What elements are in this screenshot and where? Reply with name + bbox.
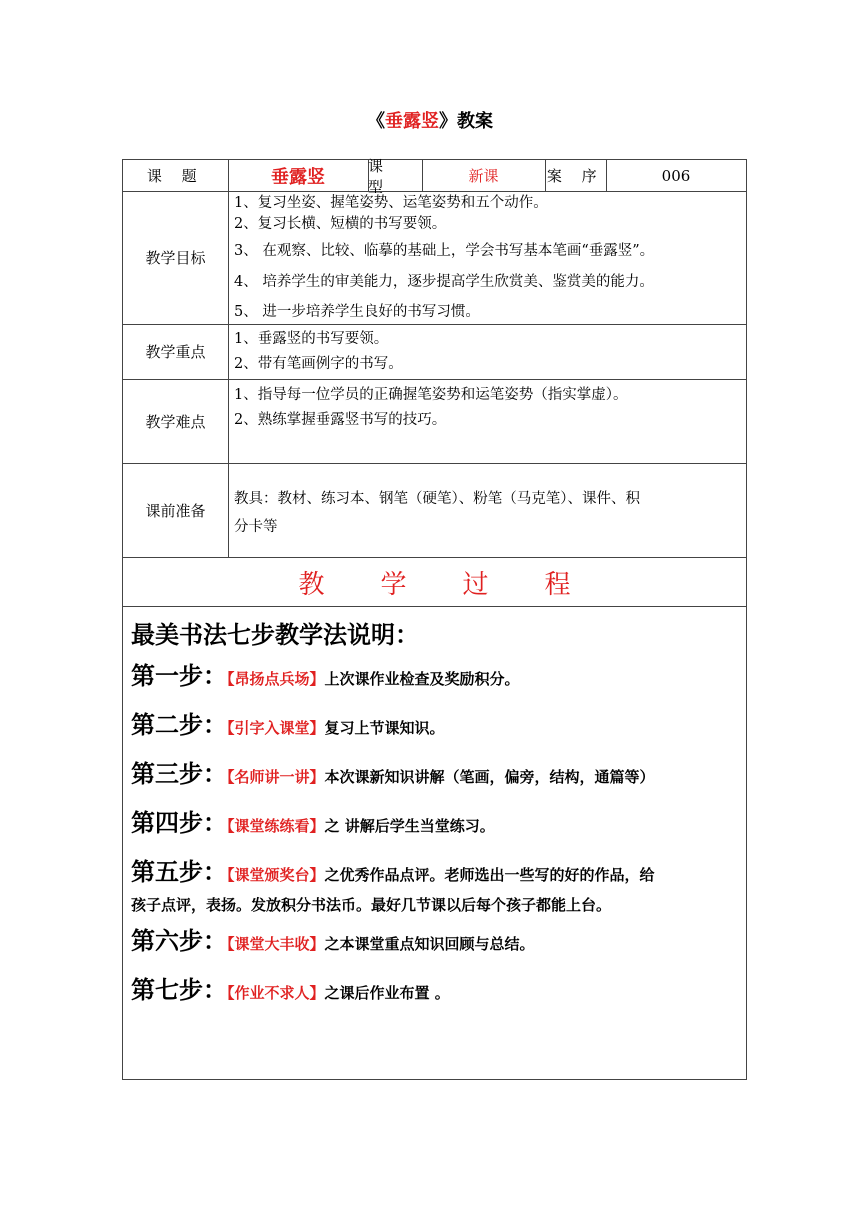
course-label: 课 题 — [146, 167, 205, 185]
key-point-item: 1、垂露竖的书写要领。 — [234, 331, 389, 347]
step-6 — [131, 926, 741, 959]
key-points-list — [234, 327, 403, 377]
step-text: 本次课新知识讲解（笔画，偏旁，结构，通篇等） — [324, 768, 655, 786]
step-text-continued: 孩子点评，表扬。发放积分书法币。最好几节课以后每个孩子都能上台。 — [131, 896, 612, 914]
process-char: 教 — [298, 569, 325, 600]
difficulty-item: 1、指导每一位学员的正确握笔姿势和运笔姿势（指实掌虚）。 — [234, 387, 628, 403]
key-point-item: 2、带有笔画例字的书写。 — [234, 356, 403, 372]
step-tag: 【课堂大丰收】 — [227, 935, 325, 953]
step-number: 第六步： — [131, 927, 227, 955]
step-number: 第五步： — [131, 858, 227, 886]
step-5 — [131, 857, 741, 920]
row-divider — [123, 606, 746, 607]
goal-item: 5、 进一步培养学生良好的书写习惯。 — [234, 304, 480, 320]
step-3 — [131, 759, 741, 792]
method-intro: 最美书法七步教学法说明： — [131, 621, 419, 649]
type-label: 课 型 — [368, 156, 391, 196]
process-char: 学 — [380, 569, 407, 600]
preparation-line: 教具：教材、练习本、钢笔（硬笔）、粉笔（马克笔）、课件、积 — [234, 491, 640, 507]
step-tag: 【课堂颁奖台】 — [227, 866, 325, 884]
process-heading — [123, 558, 746, 606]
seq-label: 案 序 — [546, 167, 605, 185]
goal-item: 1、复习坐姿、握笔姿势、运笔姿势和五个动作。 — [234, 195, 548, 211]
difficulties-label: 教学难点 — [145, 412, 206, 431]
step-tag: 【名师讲一讲】 — [227, 768, 325, 786]
difficulties-list — [234, 383, 627, 433]
step-text: 之本课堂重点知识回顾与总结。 — [324, 935, 535, 953]
difficulty-item: 2、熟练掌握垂露竖书写的技巧。 — [234, 412, 447, 428]
goals-label: 教学目标 — [145, 249, 206, 267]
goals-list — [234, 193, 654, 327]
step-7 — [131, 975, 741, 1008]
step-number: 第四步： — [131, 809, 227, 837]
step-number: 第七步： — [131, 976, 227, 1004]
process-char: 程 — [544, 569, 571, 600]
step-text: 之优秀作品点评。老师选出一些写的好的作品，给 — [324, 866, 655, 884]
teaching-method — [131, 615, 741, 1024]
preparation-label: 课前准备 — [145, 501, 206, 520]
step-tag: 【作业不求人】 — [227, 984, 325, 1002]
step-2 — [131, 710, 741, 743]
step-1 — [131, 661, 741, 694]
step-number: 第三步： — [131, 760, 227, 788]
step-tag: 【引字入课堂】 — [227, 719, 325, 737]
goal-item: 2、复习长横、短横的书写要领。 — [234, 216, 447, 232]
step-4 — [131, 808, 741, 841]
title-prefix: 《 — [367, 111, 385, 132]
process-char: 过 — [462, 569, 489, 600]
column-divider — [228, 160, 229, 557]
preparation-line: 分卡等 — [234, 519, 278, 535]
course-value: 垂露竖 — [271, 166, 325, 188]
title-suffix: 》教案 — [439, 111, 493, 132]
title-lesson-name: 垂露竖 — [385, 111, 439, 132]
step-text: 之 讲解后学生当堂练习。 — [324, 817, 495, 835]
goal-item: 4、 培养学生的审美能力，逐步提高学生欣赏美、鉴赏美的能力。 — [234, 274, 654, 290]
step-text: 之课后作业布置 。 — [324, 984, 450, 1002]
preparation-text — [234, 485, 640, 541]
goal-item: 3、 在观察、比较、临摹的基础上，学会书写基本笔画“垂露竖”。 — [234, 243, 655, 259]
document-title — [0, 107, 860, 133]
step-text: 上次课作业检查及奖励积分。 — [324, 670, 520, 688]
step-tag: 【昂扬点兵场】 — [227, 670, 325, 688]
step-number: 第一步： — [131, 662, 227, 690]
step-number: 第二步： — [131, 711, 227, 739]
lesson-plan-table — [122, 156, 747, 1080]
step-tag: 【课堂练练看】 — [227, 817, 325, 835]
type-value: 新课 — [468, 167, 499, 185]
step-text: 复习上节课知识。 — [324, 719, 445, 737]
seq-value: 006 — [661, 166, 691, 185]
key-points-label: 教学重点 — [145, 343, 206, 361]
